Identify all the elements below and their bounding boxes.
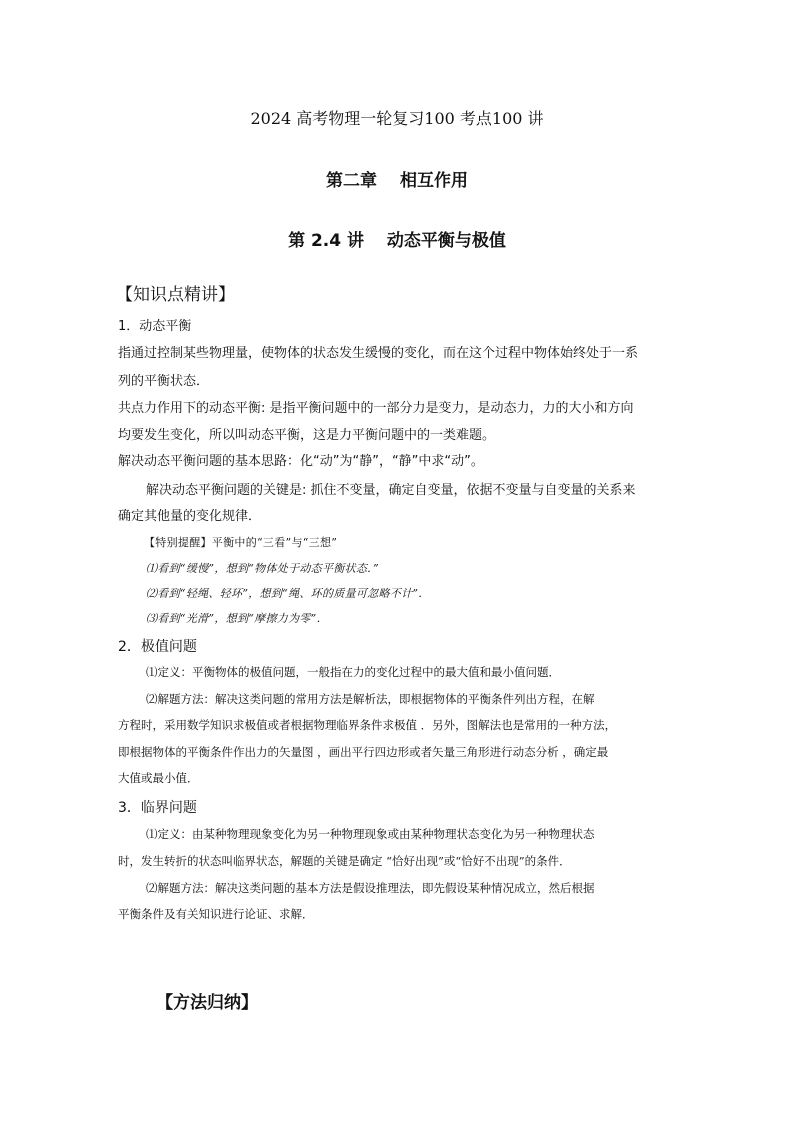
item2-line-2: ⑵解题方法：解决这类问题的常用方法是解析法，即根据物体的平衡条件列出方程，在解 [146, 692, 595, 706]
chapter-title: 第二章 相互作用 [326, 171, 468, 191]
item1-key-line-1: 解决动态平衡问题的关键是: 抓住不变量，确定自变量，依据不变量与自变量的关系来 [146, 483, 636, 498]
item1-line-5: 解决动态平衡问题的基本思路：化“动”为“静”，“静”中求“动”。 [118, 454, 484, 469]
special-tip-title: 【特别提醒】平衡中的“三看”与“三想” [144, 536, 338, 549]
item3-line-1: ⑴定义：由某种物理现象变化为另一种物理现象或由某种物理状态变化为另一种物理状态 [146, 827, 595, 841]
special-tip-item-2: ⑵看到“轻绳、轻环”，想到“绳、环的质量可忽略不计”． [146, 587, 430, 600]
item1-line-2: 列的平衡状态． [118, 374, 210, 389]
lecture-title: 第 2.4 讲 动态平衡与极值 [288, 231, 506, 251]
item2-line-5: 大值或最小值． [118, 771, 199, 785]
item2-line-4: 即根据物体的平衡条件作出力的矢量图 ，画出平行四边形或者矢量三角形进行动态分析 ，确定最 [118, 745, 609, 759]
section-heading-method: 【方法归纳】 [156, 993, 258, 1013]
item3-line-4: 平衡条件及有关知识进行论证、求解． [118, 907, 314, 921]
document-title: 2024 高考物理一轮复习100 考点100 讲 [250, 109, 544, 128]
item1-line-4: 均要发生变化，所以叫动态平衡，这是力平衡问题中的一类难题。 [118, 428, 496, 443]
item1-line-3: 共点力作用下的动态平衡: 是指平衡问题中的一部分力是变力，是动态力，力的大小和方向 [118, 401, 634, 416]
item2-line-3: 方程时，采用数学知识求极值或者根据物理临界条件求极值 ．另外，图解法也是常用的一种方法， [118, 718, 617, 732]
special-tip-item-3: ⑶看到“光滑”，想到“摩擦力为零”． [146, 612, 328, 625]
item1-title: 1．动态平衡 [118, 319, 192, 334]
item2-title: 2．极值问题 [118, 639, 197, 655]
item1-line-1: 指通过控制某些物理量，使物体的状态发生缓慢的变化，而在这个过程中物体始终处于一系 [118, 346, 639, 361]
item2-line-1: ⑴定义：平衡物体的极值问题，一般指在力的变化过程中的最大值和最小值问题． [146, 665, 560, 679]
item1-key-line-2: 确定其他量的变化规律． [118, 509, 262, 524]
section-heading-knowledge: 【知识点精讲】 [116, 285, 235, 305]
item3-line-2: 时，发生转折的状态叫临界状态，解题的关键是确定 “恰好出现”或“恰好不出现”的条件． [118, 854, 571, 868]
item3-line-3: ⑵解题方法：解决这类问题的基本方法是假设推理法，即先假设某种情况成立，然后根据 [146, 881, 595, 895]
item3-title: 3．临界问题 [118, 800, 197, 816]
special-tip-item-1: ⑴看到“缓慢”，想到“物体处于动态平衡状态．” [146, 562, 379, 575]
